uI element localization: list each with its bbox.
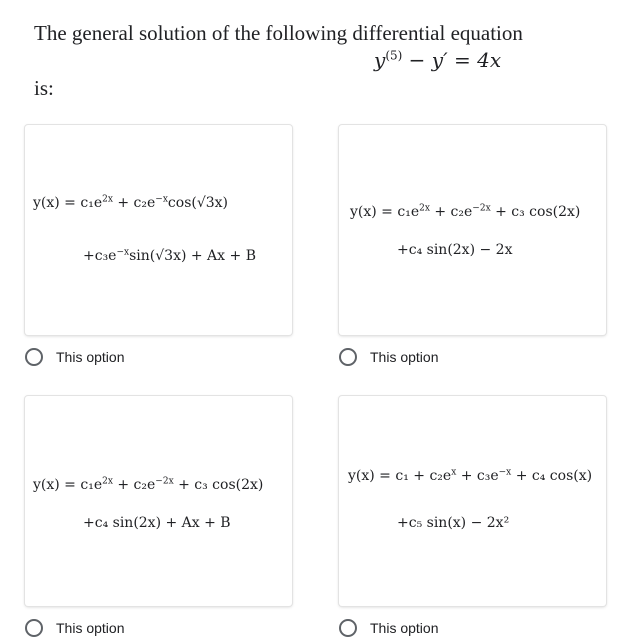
option-1-line-1: $y(x) = c_1e^{2x} + c_2e^{-x}\cos(√3x)$ bbox=[33, 194, 229, 211]
radio-button-icon[interactable] bbox=[25, 619, 43, 637]
radio-button-icon[interactable] bbox=[339, 348, 357, 366]
option-3-line-1: $y(x) = c_1e^{2x} + c_2e^{-2x} + c_3$ cos(2x) bbox=[33, 476, 264, 493]
option-1-line-2: $+c_3e^{-x}\sin(√3x) + Ax + B$ bbox=[83, 247, 256, 264]
option-3-radio-row[interactable] bbox=[25, 619, 124, 637]
equation-y: y bbox=[374, 48, 386, 72]
option-1-radio-row[interactable] bbox=[25, 348, 124, 366]
option-2-line-2: +c₄ sin(2x) − 2x bbox=[397, 242, 513, 258]
question-text: The general solution of the following differential equation bbox=[34, 21, 523, 45]
option-4-line-1: $y(x) = c_1 + c_2e^x + c_3e^{-x} + c_4$ cos(x) bbox=[348, 467, 593, 484]
option-2-line-1: $y(x) = c_1e^{2x} + c_2e^{-2x} + c_3$ cos(2x) bbox=[350, 203, 581, 220]
question-suffix: is: bbox=[34, 76, 54, 100]
option-4-radio-row[interactable] bbox=[339, 619, 438, 637]
option-1-label: This option bbox=[56, 349, 125, 365]
radio-button-icon[interactable] bbox=[25, 348, 43, 366]
radio-button-icon[interactable] bbox=[339, 619, 357, 637]
equation-order: (5) bbox=[385, 48, 403, 63]
equation-rest: − y′ = 4x bbox=[402, 48, 502, 72]
option-4-line-2: +c₅ sin(x) − 2x² bbox=[397, 515, 510, 531]
option-card-3 bbox=[25, 396, 292, 606]
option-3-label: This option bbox=[56, 620, 125, 636]
option-card-4 bbox=[339, 396, 606, 606]
option-2-radio-row[interactable] bbox=[339, 348, 438, 366]
option-card-2 bbox=[339, 125, 606, 335]
option-3-line-2: +c₄ sin(2x) + Ax + B bbox=[83, 515, 231, 531]
option-card-1 bbox=[25, 125, 292, 335]
option-2-label: This option bbox=[370, 349, 439, 365]
differential-equation bbox=[374, 48, 501, 72]
option-4-label: This option bbox=[370, 620, 439, 636]
